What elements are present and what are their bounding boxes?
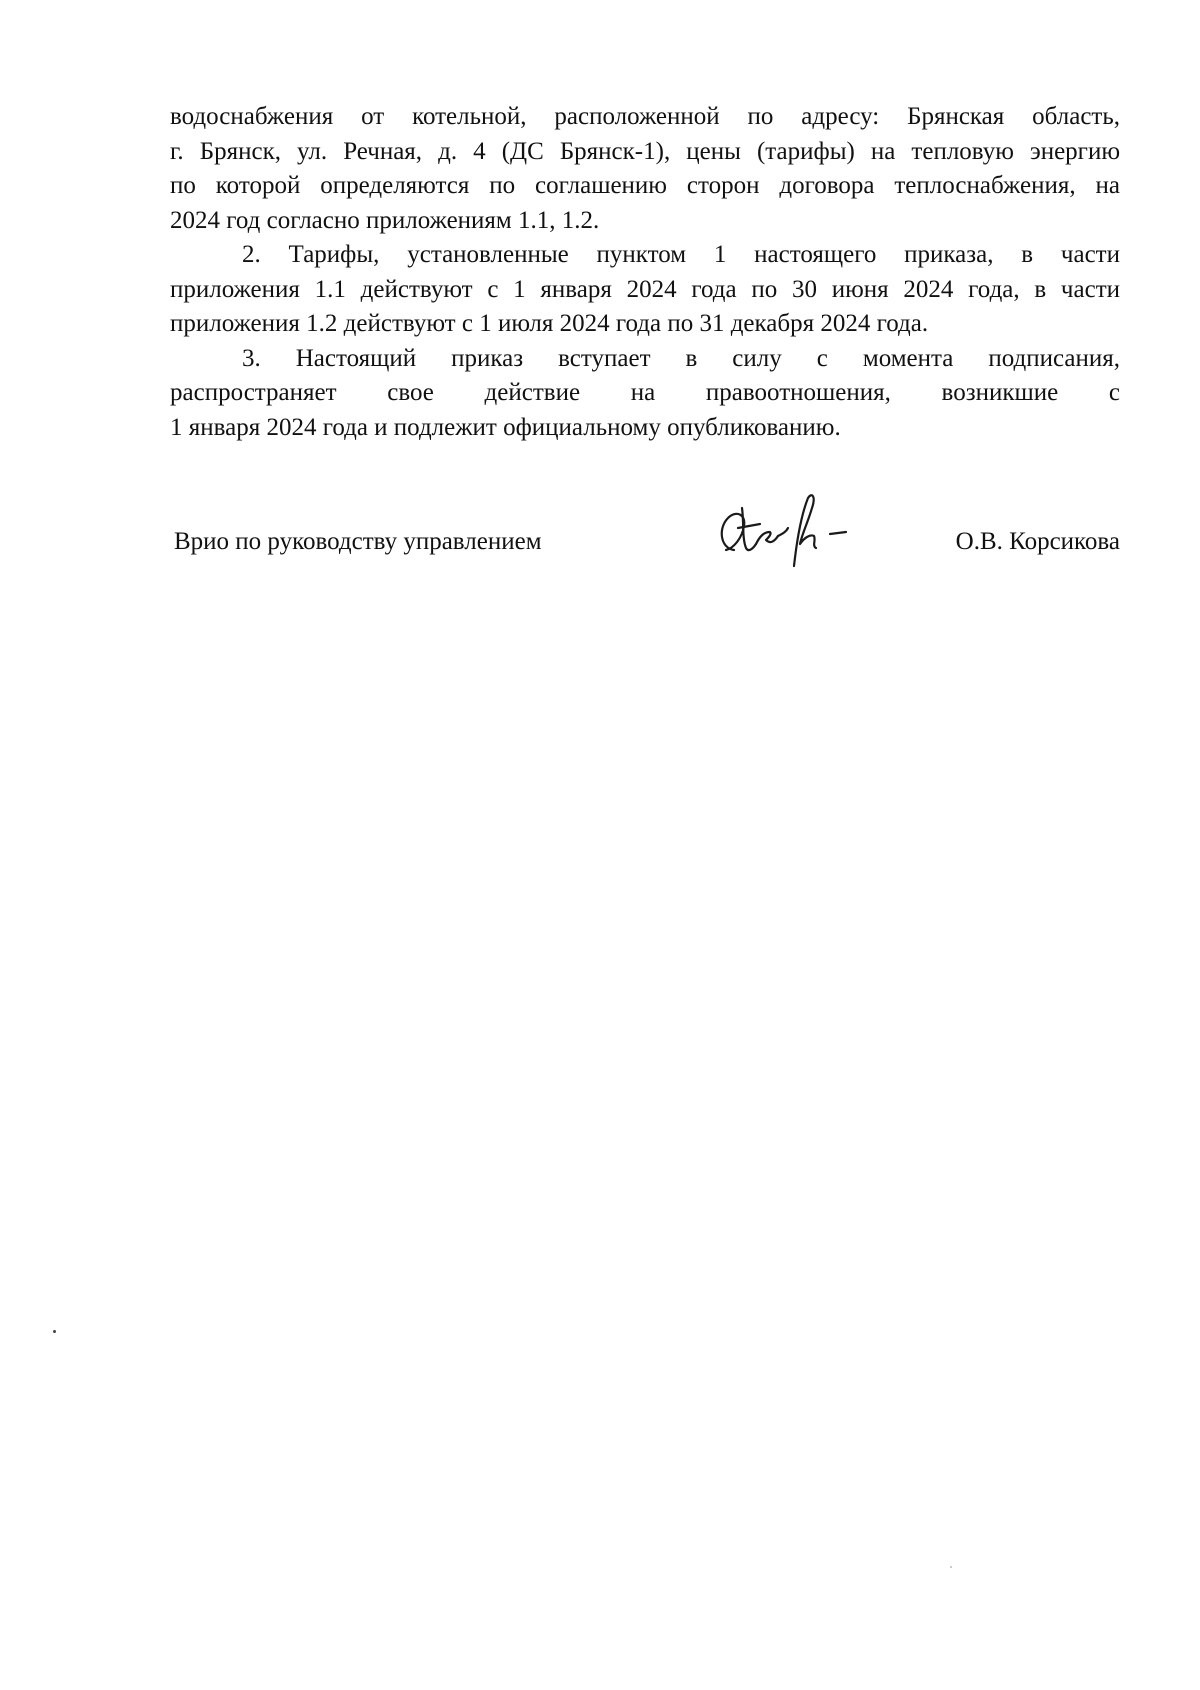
signature-block [170,528,1120,568]
text-line: 1 января 2024 года и подлежит официальному опубликованию. [170,413,841,441]
scan-speck [950,1566,952,1568]
signatory-title: Врио по руководству управлением [174,528,542,555]
handwritten-signature [712,488,857,568]
signatory-name: О.В. Корсикова [955,528,1120,555]
text-line: 2. Тарифы, установленные пунктом 1 настоящего приказа, в части [242,241,1120,268]
scan-speck [53,1330,56,1333]
paragraph-1 [170,100,1120,238]
text-line: 3. Настоящий приказ вступает в силу с момента подписания, [242,344,1120,372]
text-line: водоснабжения от котельной, расположенной по адресу: Брянская область, [170,103,1120,130]
document-body [170,100,1120,445]
text-line: 2024 год согласно приложениям 1.1, 1.2. [170,206,600,234]
text-line: приложения 1.2 действуют с 1 июля 2024 года по 31 декабря 2024 года. [170,310,929,337]
paragraph-2 [170,238,1120,342]
text-line: г. Брянск, ул. Речная, д. 4 (ДС Брянск-1), цены (тарифы) на тепловую энергию [170,137,1120,165]
text-line: по которой определяются по соглашению сторон договора теплоснабжения, на [170,172,1120,199]
paragraph-3 [170,342,1120,446]
text-line: приложения 1.1 действуют с 1 января 2024 года по 30 июня 2024 года, в части [170,275,1120,303]
text-line: распространяет свое действие на правоотношения, возникшие с [170,379,1120,406]
